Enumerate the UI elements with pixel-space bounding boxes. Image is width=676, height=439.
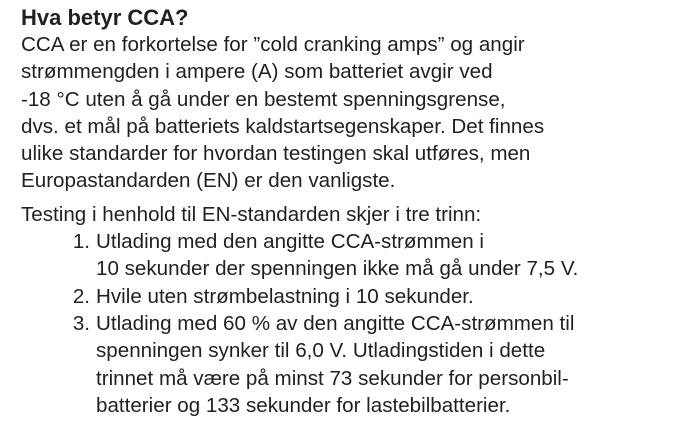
step-line: 10 sekunder der spenningen ikke må gå under 7,5 V. [96,257,579,281]
step-text [96,283,474,310]
step-line: batterier og 133 sekunder for lastebilbatterier. [96,393,511,417]
list-item [21,310,671,419]
step-line: Utlading med 60 % av den angitte CCA-strømmen til [96,311,575,335]
step-line: trinnet må være på minst 73 sekunder for personbil- [96,366,569,390]
cca-definition-paragraph [21,31,671,195]
step-line: Hvile uten strømbelastning i 10 sekunder. [96,284,474,308]
list-item [21,283,671,310]
paragraph-line: CCA er en forkortelse for ”cold cranking amps” og angir [21,33,525,56]
step-line: Utlading med den angitte CCA-strømmen i [96,230,485,254]
step-text [96,228,578,283]
paragraph-line: Europastandarden (EN) er den vanligste. [21,169,396,193]
step-line: spenningen synker til 6,0 V. Utladingstiden i dette [96,339,546,363]
step-number: 2. [72,284,90,308]
section-heading: Hva betyr CCA? [21,5,189,30]
step-number: 3. [72,311,90,335]
document [21,4,671,419]
step-text [96,310,574,419]
paragraph-line: strømmengden i ampere (A) som batteriet avgir ved [21,60,493,84]
paragraph-line: dvs. et mål på batteriets kaldstartsegenskaper. Det finnes [21,114,545,138]
steps-list [21,228,671,419]
list-item [21,228,671,283]
step-number: 1. [72,230,90,254]
steps-intro: Testing i henhold til EN-standarden skjer i tre trinn: [21,202,482,226]
paragraph-line: ulike standarder for hvordan testingen skal utføres, men [21,142,531,166]
paragraph-line: -18 °C uten å gå under en bestemt spenningsgrense, [21,87,506,111]
